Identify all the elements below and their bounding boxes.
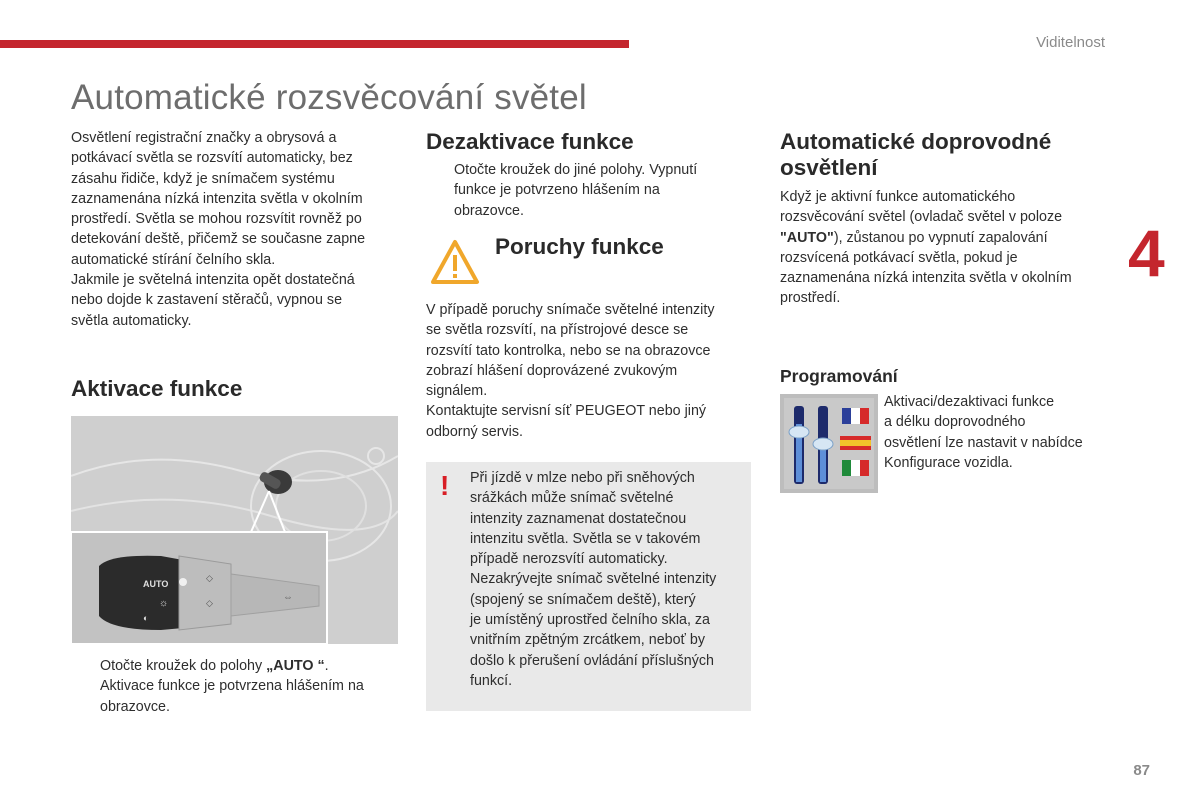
fault-heading: Poruchy funkce <box>495 234 664 259</box>
follow-me-line-rest: ), zůstanou po vypnutí zapalování <box>833 229 1048 246</box>
follow-me-heading-line: Automatické doprovodné <box>780 129 1052 154</box>
programming-line: Konfigurace vozidla. <box>884 454 1013 471</box>
warning-line: Při jízdě v mlze nebo při sněhových <box>470 470 695 486</box>
follow-me-line: prostředí. <box>780 290 841 307</box>
page-title: Automatické rozsvěcování světel <box>71 78 587 117</box>
warning-exclamation-icon: ! <box>440 470 450 501</box>
fault-line: se světla rozsvítí, na přístrojové desce se <box>426 322 689 339</box>
follow-me-line: Když je aktivní funkce automatického <box>780 189 1016 205</box>
follow-me-line: zaznamenána nízká intenzita světla v okolním <box>780 270 1072 287</box>
intro-line: nebo dojde k zastavení stěračů, vypnou se <box>71 292 343 309</box>
intro-line: automatické stírání čelního skla. <box>71 251 276 268</box>
programming-paragraph <box>884 392 1114 473</box>
activation-heading: Aktivace funkce <box>71 376 243 401</box>
light-stalk-illustration <box>71 416 398 644</box>
warning-line: došlo k přerušení ovládání příslušných <box>470 652 714 669</box>
chapter-number: 4 <box>1128 216 1165 290</box>
stalk-auto-label: AUTO <box>143 579 169 589</box>
activation-step-punctuation: . <box>324 658 329 674</box>
warning-text <box>470 468 745 691</box>
page-number: 87 <box>1133 762 1150 779</box>
svg-text:◇: ◇ <box>206 573 213 583</box>
intro-line: potkávací světla se rozsvítí automaticky, bez <box>71 150 353 167</box>
warning-line: případě nerozsvítí automaticky. <box>470 551 668 568</box>
deactivation-step-line: obrazovce. <box>454 202 524 219</box>
warning-line: Nezakrývejte snímač světelné intenzity <box>470 571 717 588</box>
intro-line: Osvětlení registrační značky a obrysová a <box>71 130 337 146</box>
warning-triangle-icon <box>430 238 480 288</box>
warning-line: intenzity zaznamenat dostatečnou <box>470 510 687 527</box>
fault-line: zobrazí hlášení doprovázené zvukovým <box>426 362 678 379</box>
fault-line: V případě poruchy snímače světelné intenzity <box>426 302 715 318</box>
svg-text:⇔: ⇔ <box>283 592 293 603</box>
follow-me-paragraph <box>780 187 1110 309</box>
warning-line: (spojený se snímačem deště), který <box>470 591 696 608</box>
deactivation-heading: Dezaktivace funkce <box>426 129 634 154</box>
deactivation-step-line: Otočte kroužek do jiné polohy. Vypnutí <box>454 162 698 178</box>
activation-step-line: Aktivace funkce je potvrzena hlášením na <box>100 678 364 695</box>
deactivation-step <box>426 160 746 221</box>
intro-line: prostředí. Světla se mohou rozsvítit rovněž po <box>71 211 362 228</box>
warning-line: srážkách může snímač světelné <box>470 490 674 507</box>
warning-line: je umístěný uprostřed čelního skla, za <box>470 612 710 629</box>
activation-step <box>71 656 401 717</box>
svg-text:◇: ◇ <box>206 598 213 608</box>
settings-sliders-icon <box>780 394 878 493</box>
warning-line: vnitřním zpětným zrcátkem, neboť by <box>470 632 705 649</box>
programming-heading: Programování <box>780 366 898 386</box>
intro-paragraph <box>71 128 401 331</box>
programming-line: a délku doprovodného <box>884 414 1026 431</box>
programming-line: osvětlení lze nastavit v nabídce <box>884 434 1083 451</box>
fault-line: odborný servis. <box>426 423 523 440</box>
auto-position-label: „AUTO “ <box>266 658 325 674</box>
intro-line: zaznamenána nízká intenzita světla v okolním <box>71 190 363 207</box>
follow-me-line: rozsvěcování světel (ovladač světel v poloze <box>780 209 1063 226</box>
intro-line: detekování deště, přičemž se současne zapne <box>71 231 366 248</box>
fault-line: rozsvítí tato kontrolka, nebo se na obrazovce <box>426 342 711 359</box>
header-accent-bar <box>0 40 629 48</box>
section-title: Viditelnost <box>1036 34 1105 51</box>
intro-line: Jakmile je světelná intenzita opět dostatečná <box>71 272 355 289</box>
warning-line: funkcí. <box>470 672 513 689</box>
deactivation-step-line: funkce je potvrzeno hlášením na <box>454 182 660 199</box>
svg-text:☼: ☼ <box>159 598 169 609</box>
fault-line: signálem. <box>426 383 488 400</box>
fault-line: Kontaktujte servisní síť PEUGEOT nebo jiný <box>426 403 707 420</box>
activation-step-line: obrazovce. <box>100 698 170 715</box>
activation-step-text: Otočte kroužek do polohy <box>100 658 267 674</box>
warning-line: intenzitu světla. Světla se v takovém <box>470 530 701 547</box>
follow-me-line <box>780 228 1110 248</box>
intro-line: zásahu řidiče, když je snímačem systému <box>71 170 335 187</box>
svg-text:◐: ◐ <box>143 613 149 623</box>
intro-line: světla automaticky. <box>71 312 192 329</box>
auto-label: "AUTO" <box>780 229 834 246</box>
follow-me-heading <box>780 129 1051 181</box>
fault-paragraph <box>426 300 746 442</box>
follow-me-heading-line: osvětlení <box>780 155 878 180</box>
follow-me-line: rozsvícená potkávací světla, pokud je <box>780 249 1018 266</box>
programming-line: Aktivaci/dezaktivaci funkce <box>884 394 1055 410</box>
